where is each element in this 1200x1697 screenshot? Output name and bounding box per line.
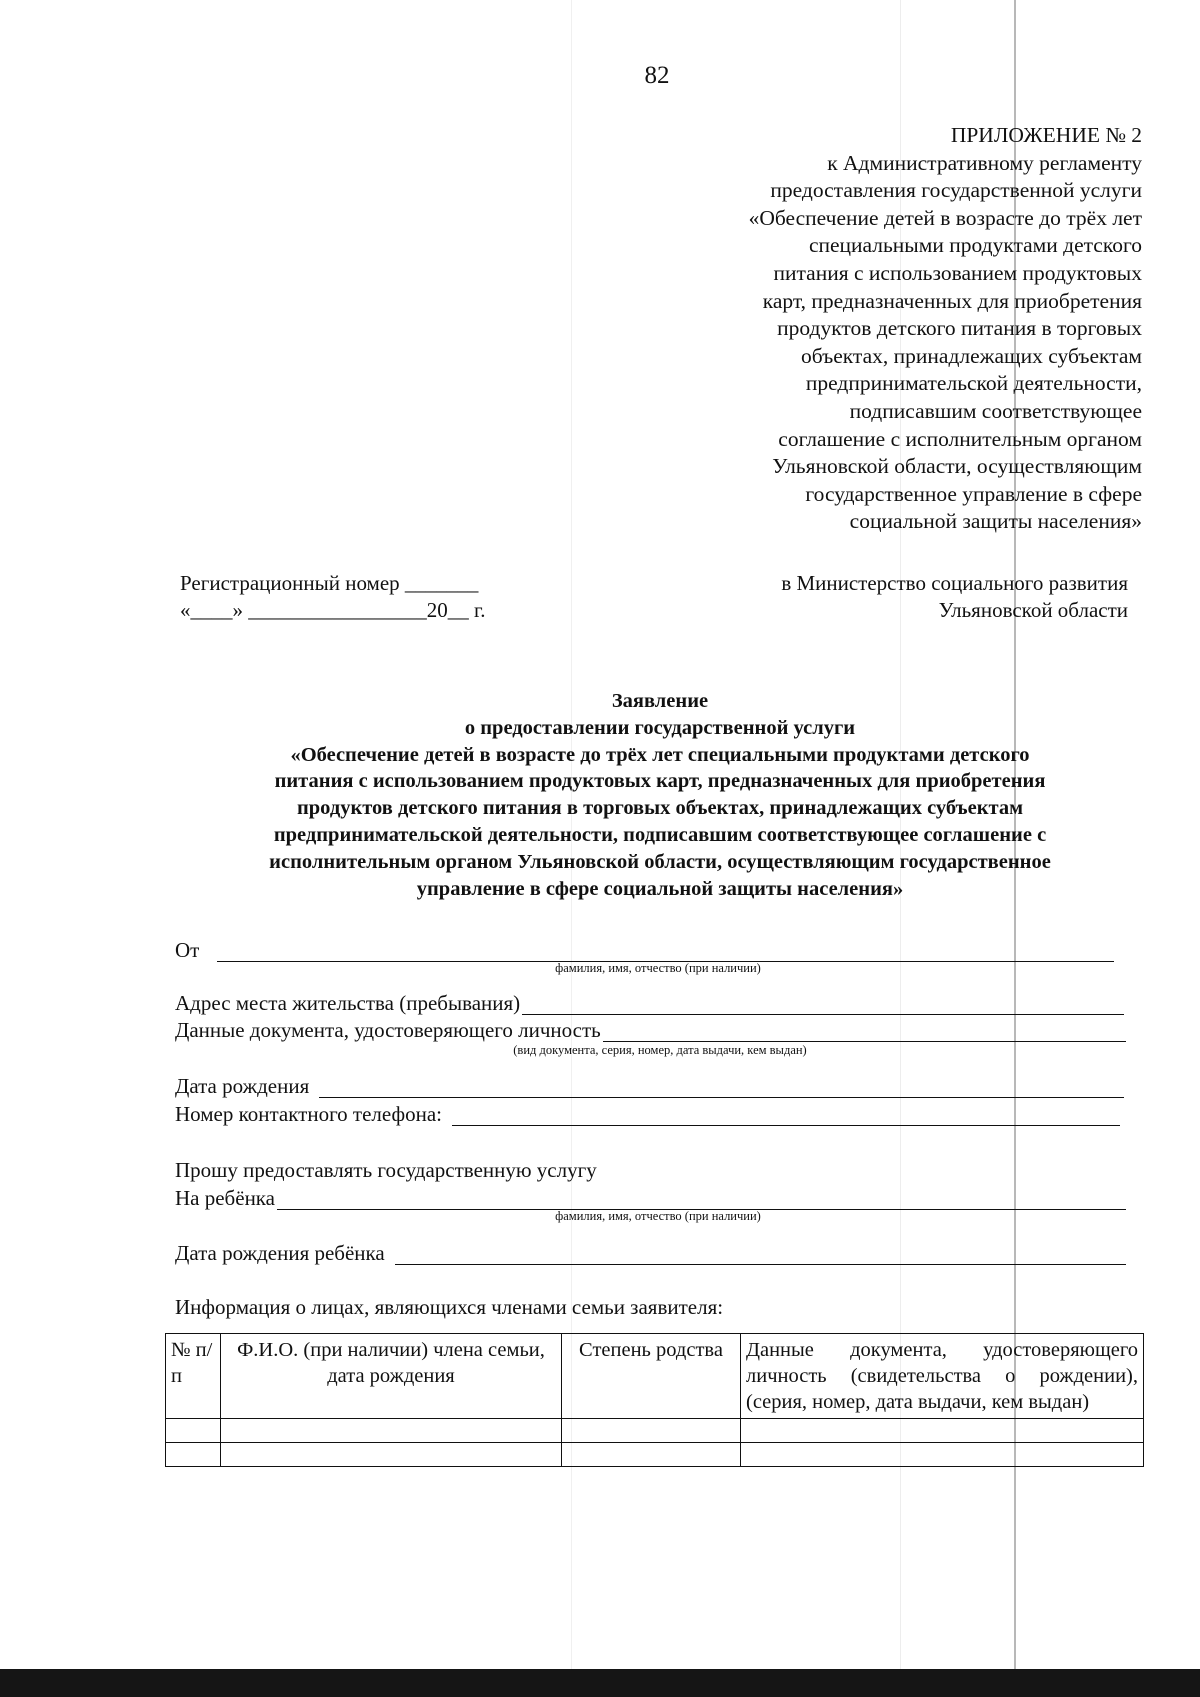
addressee-block [781,570,1128,624]
column-header-name: Ф.И.О. (при наличии) члена семьи, дата рождения [221,1334,562,1419]
birth-date-input-line[interactable] [319,1077,1124,1098]
id-document-input-line[interactable] [603,1021,1126,1042]
column-header-number: № п/п [166,1334,221,1419]
table-cell[interactable] [166,1443,221,1467]
from-label: От [175,938,200,962]
from-hint: фамилия, имя, отчество (при наличии) [555,961,761,975]
table-cell[interactable] [221,1419,562,1443]
appendix-line: продуктов детского питания в торговых [777,316,1142,341]
table-cell[interactable] [741,1443,1144,1467]
child-birth-date-row [175,1241,1126,1265]
appendix-line: объектах, принадлежащих субъектам [800,343,1142,368]
table-cell[interactable] [166,1419,221,1443]
appendix-line: предоставления государственной услуги [770,178,1142,203]
phone-row [175,1102,1120,1126]
application-title [160,688,1160,902]
child-row [175,1186,1126,1210]
id-document-label: Данные документа, удостоверяющего личность [175,1018,601,1042]
appendix-line: предпринимательской деятельности, [805,371,1142,396]
appendix-line: к Административному регламенту [827,150,1142,175]
title-line: предпринимательской деятельности, подписавшим соответствующее соглашение с [273,823,1047,846]
table-cell[interactable] [562,1443,741,1467]
title-line: продуктов детского питания в торговых объектах, принадлежащих субъектам [296,797,1024,820]
registration-date-field[interactable]: «____» _________________20__ г. [180,598,486,622]
child-birth-date-input-line[interactable] [395,1244,1126,1265]
appendix-line: Ульяновской области, осуществляющим [772,454,1142,479]
title-line: о предоставлении государственной услуги [464,716,856,739]
addressee-line: Ульяновской области [938,598,1128,622]
child-input-line[interactable] [277,1189,1126,1210]
table-row [166,1419,1144,1443]
table-header-row [166,1334,1144,1419]
family-members-table [165,1333,1144,1467]
table-row [166,1443,1144,1467]
from-row [175,938,1114,962]
id-document-hint: (вид документа, серия, номер, дата выдачи, кем выдан) [513,1043,807,1057]
page-number: 82 [644,62,670,89]
appendix-line: питания с использованием продуктовых [773,260,1142,285]
title-line: управление в сфере социальной защиты населения» [416,877,904,900]
child-hint: фамилия, имя, отчество (при наличии) [555,1209,761,1223]
family-info-label: Информация о лицах, являющихся членами семьи заявителя: [175,1295,724,1319]
appendix-line: соглашение с исполнительным органом [778,426,1142,451]
table-cell[interactable] [221,1443,562,1467]
title-line: исполнительным органом Ульяновской области, осуществляющим государственное [269,850,1051,873]
appendix-line: подписавшим соответствующее [849,398,1142,423]
column-header-document: Данные документа, удостоверяющего личность (свидетельства о рождении), (серия, номер, дата выдачи, кем выдан) [741,1334,1144,1419]
title-line: Заявление [611,690,709,712]
table-cell[interactable] [741,1419,1144,1443]
from-input-line[interactable] [217,941,1114,962]
child-birth-date-label: Дата рождения ребёнка [175,1241,385,1265]
appendix-line: карт, предназначенных для приобретения [762,288,1142,313]
address-row [175,991,1124,1015]
appendix-header [749,122,1142,536]
addressee-line: в Министерство социального развития [781,571,1128,595]
title-line: «Обеспечение детей в возрасте до трёх лет специальными продуктами детского [290,743,1030,766]
appendix-line: «Обеспечение детей в возрасте до трёх лет [748,205,1142,230]
phone-input-line[interactable] [452,1105,1120,1126]
scan-bottom-edge [0,1669,1200,1697]
registration-number-field[interactable]: Регистрационный номер _______ [180,571,479,595]
birth-date-label: Дата рождения [175,1074,310,1098]
appendix-line: ПРИЛОЖЕНИЕ № 2 [950,123,1142,147]
appendix-line: государственное управление в сфере [805,481,1142,506]
registration-block [180,570,486,624]
table-cell[interactable] [562,1419,741,1443]
column-header-relation: Степень родства [562,1334,741,1419]
appendix-line: социальной защиты населения» [849,509,1142,534]
appendix-line: специальными продуктами детского [808,233,1142,258]
address-input-line[interactable] [522,994,1124,1015]
title-line: питания с использованием продуктовых карт, предназначенных для приобретения [274,770,1046,793]
phone-label: Номер контактного телефона: [175,1102,442,1126]
birth-date-row [175,1074,1124,1098]
request-text: Прошу предоставлять государственную услугу [175,1158,597,1182]
id-document-row [175,1018,1126,1042]
child-label: На ребёнка [175,1186,276,1210]
address-label: Адрес места жительства (пребывания) [175,991,521,1015]
